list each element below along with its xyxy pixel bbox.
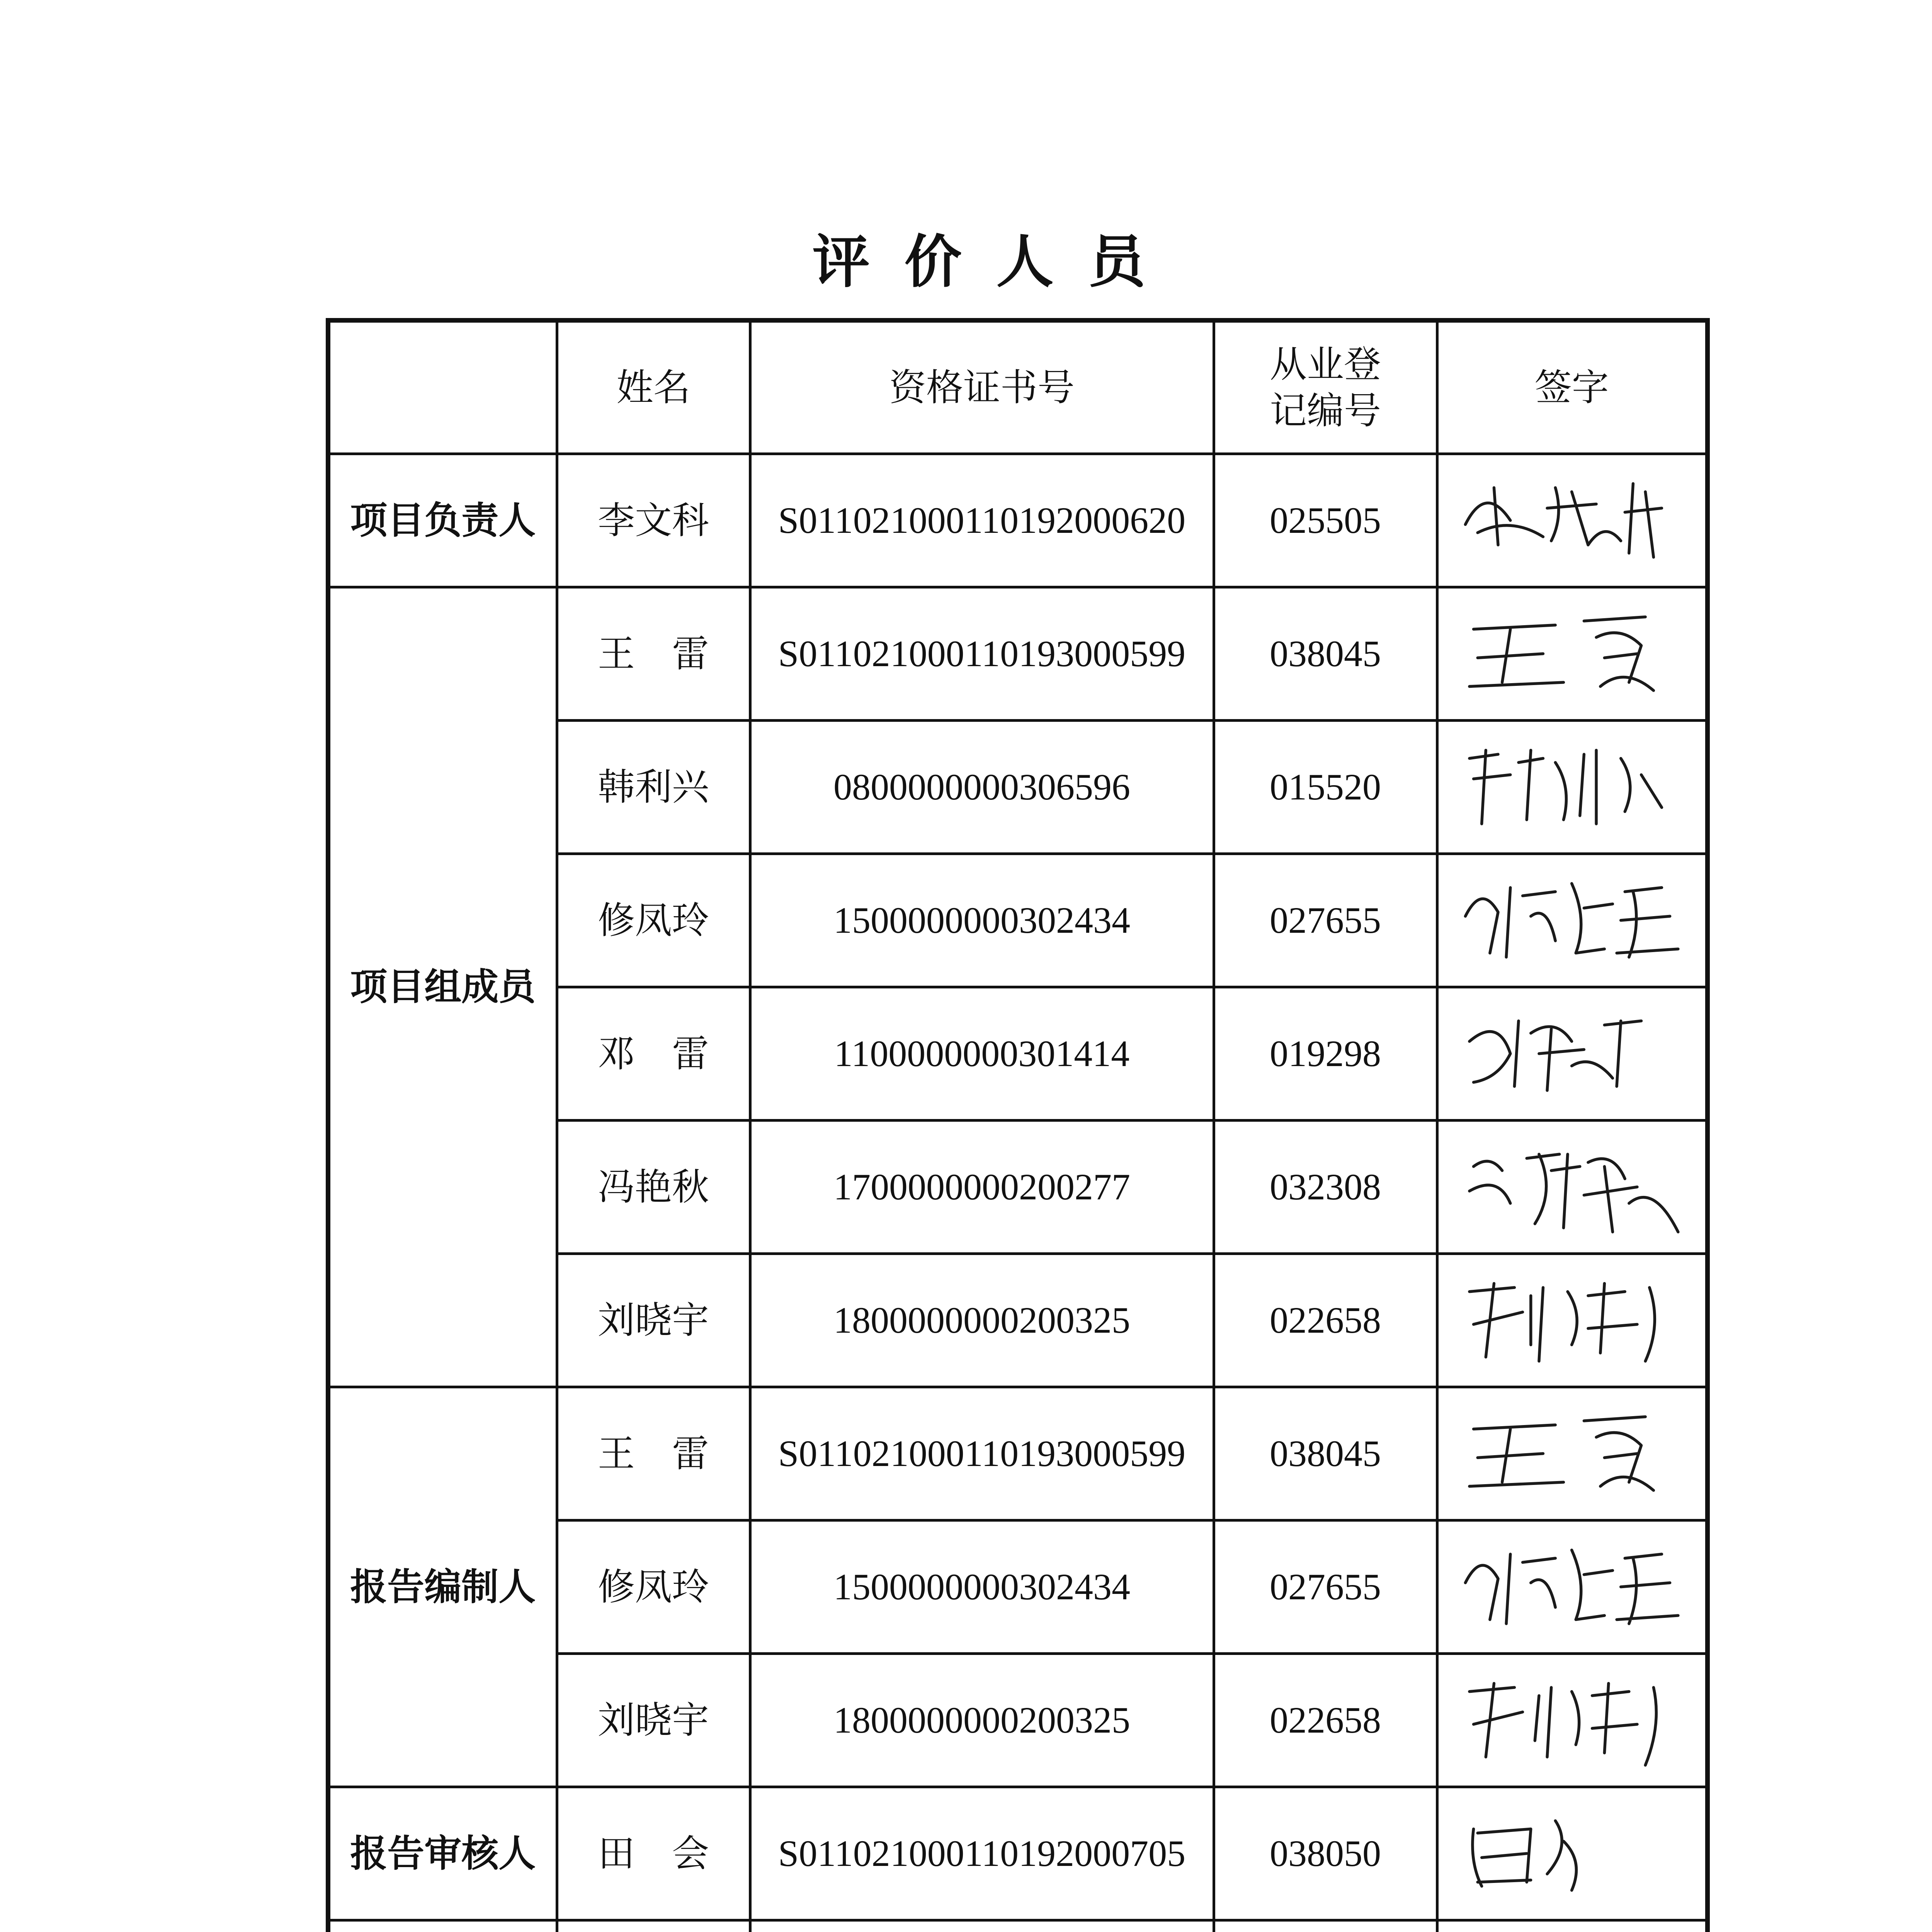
name-cell: 韩利兴 bbox=[557, 720, 750, 854]
reg-cell: 032308 bbox=[1214, 1120, 1437, 1253]
handwritten-signature bbox=[1449, 992, 1694, 1115]
name-cell: 刘晓宇 bbox=[557, 1253, 750, 1387]
reg-cell: 027655 bbox=[1214, 854, 1437, 987]
signature-cell bbox=[1437, 854, 1708, 987]
signature-cell bbox=[1437, 454, 1708, 587]
handwritten-signature bbox=[1449, 1526, 1694, 1648]
name-cell: 邓 雷 bbox=[557, 987, 750, 1120]
name-cell: 修凤玲 bbox=[557, 1520, 750, 1653]
cert-cell: 0800000000306596 bbox=[750, 720, 1214, 854]
table-row bbox=[328, 1920, 1708, 1932]
table-header-row bbox=[328, 320, 1708, 454]
page-title: 评价人员 bbox=[812, 228, 1180, 295]
table-row bbox=[328, 1787, 1708, 1920]
signature-cell bbox=[1437, 1120, 1708, 1253]
signature-cell bbox=[1437, 720, 1708, 854]
handwritten-signature bbox=[1449, 726, 1694, 849]
cert-cell: 1500000000302434 bbox=[750, 854, 1214, 987]
signature-cell bbox=[1437, 587, 1708, 720]
cert-cell: S011021000110193000599 bbox=[750, 1387, 1214, 1520]
cert-cell: S011021000110193000599 bbox=[750, 587, 1214, 720]
name-cell: 李文科 bbox=[557, 454, 750, 587]
signature-cell bbox=[1437, 1653, 1708, 1787]
table-row bbox=[328, 454, 1708, 587]
reg-cell: 038045 bbox=[1214, 1387, 1437, 1520]
signature-cell bbox=[1437, 1920, 1708, 1932]
handwritten-signature bbox=[1449, 1925, 1694, 1932]
header-sign: 签字 bbox=[1437, 320, 1708, 454]
reg-cell: 038045 bbox=[1214, 587, 1437, 720]
handwritten-signature bbox=[1449, 1392, 1694, 1515]
name-cell: 王 雷 bbox=[557, 1387, 750, 1520]
name-cell: 刘晓宇 bbox=[557, 1653, 750, 1787]
header-cert: 资格证书号 bbox=[750, 320, 1214, 454]
reg-cell: 038050 bbox=[1214, 1787, 1437, 1920]
role-cell bbox=[328, 1920, 557, 1932]
signature-cell bbox=[1437, 1387, 1708, 1520]
cert-cell: 1100000000301414 bbox=[750, 987, 1214, 1120]
cert-cell: 1800000000200325 bbox=[750, 1653, 1214, 1787]
handwritten-signature bbox=[1449, 1126, 1694, 1248]
role-cell: 项目组成员 bbox=[328, 587, 557, 1387]
signature-cell bbox=[1437, 987, 1708, 1120]
table-row bbox=[328, 587, 1708, 720]
role-cell: 报告编制人 bbox=[328, 1387, 557, 1787]
handwritten-signature bbox=[1449, 1659, 1694, 1782]
evaluator-table bbox=[326, 318, 1710, 1932]
handwritten-signature bbox=[1449, 592, 1694, 715]
name-cell: 田 会 bbox=[557, 1787, 750, 1920]
name-cell: 王 雷 bbox=[557, 587, 750, 720]
cert-cell bbox=[750, 1920, 1214, 1932]
handwritten-signature bbox=[1449, 859, 1694, 982]
handwritten-signature bbox=[1449, 1792, 1694, 1915]
reg-cell: 015520 bbox=[1214, 720, 1437, 854]
name-cell: 修凤玲 bbox=[557, 854, 750, 987]
cert-cell: S011021000110192000620 bbox=[750, 454, 1214, 587]
handwritten-signature bbox=[1449, 459, 1694, 582]
cert-cell: S011021000110192000705 bbox=[750, 1787, 1214, 1920]
header-name: 姓名 bbox=[557, 320, 750, 454]
signature-cell bbox=[1437, 1520, 1708, 1653]
reg-cell: 027655 bbox=[1214, 1520, 1437, 1653]
reg-cell: 022658 bbox=[1214, 1653, 1437, 1787]
header-role-cell bbox=[328, 320, 557, 454]
table-row bbox=[328, 1387, 1708, 1520]
reg-cell: 025505 bbox=[1214, 454, 1437, 587]
reg-cell: 019298 bbox=[1214, 987, 1437, 1120]
role-cell: 报告审核人 bbox=[328, 1787, 557, 1920]
reg-cell bbox=[1214, 1920, 1437, 1932]
cert-cell: 1500000000302434 bbox=[750, 1520, 1214, 1653]
cert-cell: 1800000000200325 bbox=[750, 1253, 1214, 1387]
signature-cell bbox=[1437, 1787, 1708, 1920]
signature-cell bbox=[1437, 1253, 1708, 1387]
role-cell: 项目负责人 bbox=[328, 454, 557, 587]
header-reg-label: 从业登记编号 bbox=[1270, 342, 1381, 432]
name-cell: 冯艳秋 bbox=[557, 1120, 750, 1253]
reg-cell: 022658 bbox=[1214, 1253, 1437, 1387]
name-cell bbox=[557, 1920, 750, 1932]
header-reg bbox=[1214, 320, 1437, 454]
handwritten-signature bbox=[1449, 1259, 1694, 1382]
cert-cell: 1700000000200277 bbox=[750, 1120, 1214, 1253]
